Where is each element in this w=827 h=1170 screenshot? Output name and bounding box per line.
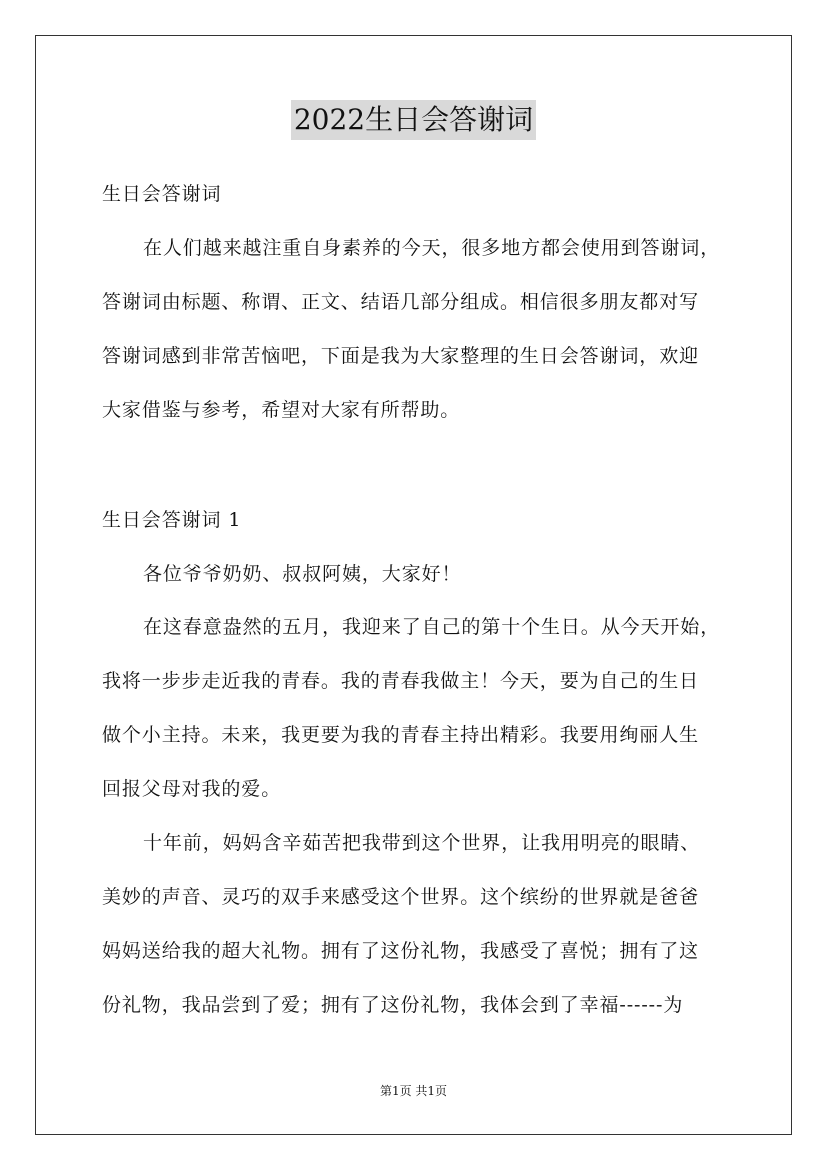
section-heading: 生日会答谢词 1	[102, 509, 242, 531]
intro-line: 答谢词感到非常苦恼吧，下面是我为大家整理的生日会答谢词，欢迎	[102, 345, 700, 367]
paragraph-line: 份礼物，我品尝到了爱；拥有了这份礼物，我体会到了幸福------为	[102, 994, 684, 1016]
greeting-line: 各位爷爷奶奶、叔叔阿姨，大家好！	[143, 563, 462, 585]
intro-line: 在人们越来越注重自身素养的今天，很多地方都会使用到答谢词，	[143, 237, 721, 259]
paragraph-line: 回报父母对我的爱。	[102, 778, 282, 800]
title-container	[0, 100, 827, 140]
intro-line: 答谢词由标题、称谓、正文、结语几部分组成。相信很多朋友都对写	[102, 291, 700, 313]
intro-line: 大家借鉴与参考，希望对大家有所帮助。	[102, 399, 461, 421]
paragraph-line: 做个小主持。未来，我更要为我的青春主持出精彩。我要用绚丽人生	[102, 724, 700, 746]
paragraph-line: 十年前，妈妈含辛茹苦把我带到这个世界，让我用明亮的眼睛、	[143, 832, 701, 854]
section-heading: 生日会答谢词	[102, 183, 222, 205]
paragraph-line: 妈妈送给我的超大礼物。拥有了这份礼物，我感受了喜悦；拥有了这	[102, 940, 700, 962]
paragraph-line: 美妙的声音、灵巧的双手来感受这个世界。这个缤纷的世界就是爸爸	[102, 886, 700, 908]
paragraph-line: 在这春意盎然的五月，我迎来了自己的第十个生日。从今天开始，	[143, 616, 721, 638]
page-number-footer: 第1页 共1页	[379, 1084, 448, 1098]
paragraph-line: 我将一步步走近我的青春。我的青春我做主！今天，要为自己的生日	[102, 670, 700, 692]
document-title: 2022生日会答谢词	[291, 100, 536, 140]
